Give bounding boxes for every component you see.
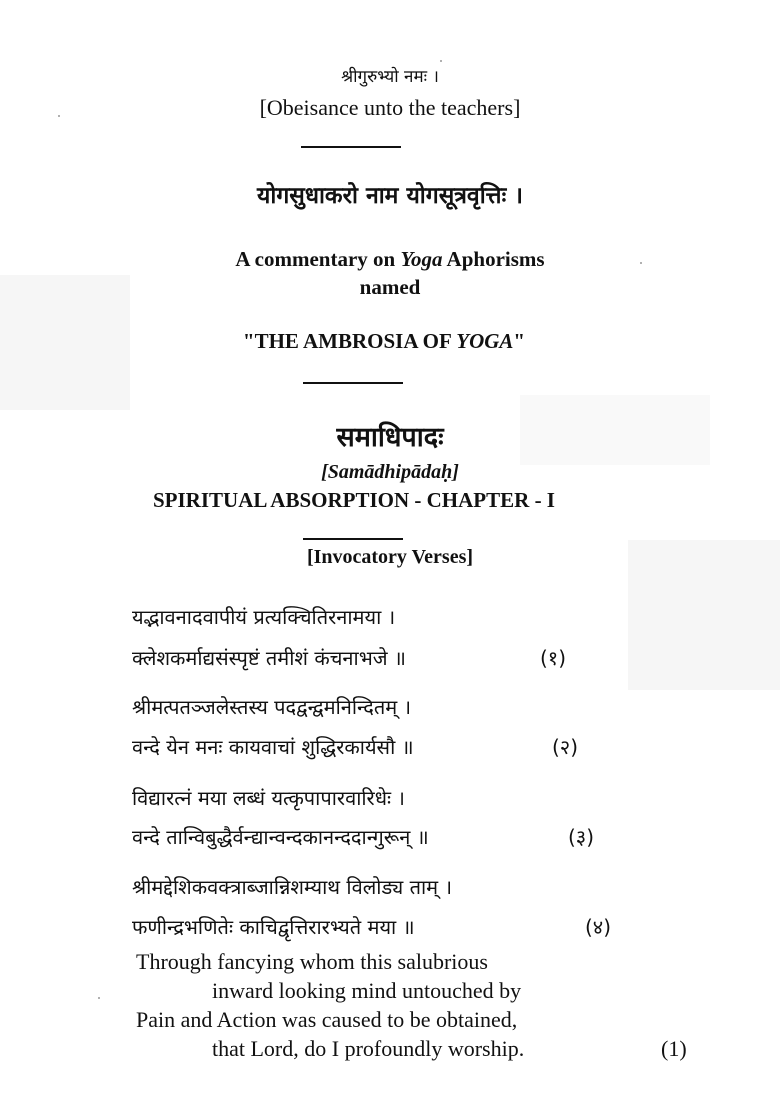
title-english-italic: YOGA <box>456 329 514 353</box>
section-heading: [Invocatory Verses] <box>306 546 474 568</box>
divider-rule <box>301 146 401 148</box>
scan-speck <box>98 997 100 999</box>
subtitle-line-1 <box>0 247 780 272</box>
verse-3-number: (३) <box>568 825 595 849</box>
salutation-english: [Obeisance unto the teachers] <box>259 95 521 120</box>
title-english-before: "THE AMBROSIA OF <box>242 329 457 353</box>
title-english-after: " <box>513 329 526 353</box>
subtitle-after: Aphorisms <box>442 247 545 271</box>
verse-2-number: (२) <box>552 735 579 759</box>
verse-1-line-2: क्लेशकर्माद्यसंस्पृष्टं तमीशं कंचनाभजे ॥ <box>132 646 406 670</box>
verse-4-line-2: फणीन्द्रभणितेः काचिद्वृत्तिरारभ्यते मया ॥ <box>132 915 415 939</box>
divider-rule <box>303 538 403 540</box>
verse-2-line-1: श्रीमत्पतञ्जलेस्तस्य पदद्वन्द्वमनिन्दितम् । <box>132 695 412 719</box>
divider-rule <box>303 382 403 384</box>
verse-3-line-1: विद्यारत्नं मया लब्धं यत्कृपापारवारिधेः । <box>132 786 406 810</box>
translation-line-3: Pain and Action was caused to be obtained, <box>136 1007 518 1032</box>
verse-4-line-1: श्रीमद्देशिकवक्त्राब्जान्निशम्याथ विलोड्य ताम् । <box>132 875 453 899</box>
translation-line-1: Through fancying whom this salubrious <box>136 949 488 974</box>
subtitle-before: A commentary on <box>235 247 401 271</box>
title-english <box>0 329 774 354</box>
verse-3-line-2: वन्दे तान्विबुद्धैर्वन्द्यान्वन्दकानन्ददान्गुरून् ॥ <box>132 825 429 849</box>
subtitle-line-2: named <box>359 275 421 299</box>
title-sanskrit: योगसुधाकरो नाम योगसूत्रवृत्तिः । <box>257 183 523 209</box>
translation-line-2: inward looking mind untouched by <box>212 978 522 1003</box>
verse-1-number: (१) <box>540 646 567 670</box>
salutation-sanskrit: श्रीगुरुभ्यो नमः । <box>341 67 439 87</box>
chapter-sanskrit: समाधिपादः <box>336 422 444 453</box>
chapter-english: SPIRITUAL ABSORPTION - CHAPTER - I <box>153 488 555 512</box>
scan-speck <box>440 60 442 62</box>
verse-1-line-1: यद्भावनादवापीयं प्रत्यक्चितिरनामया । <box>132 605 396 629</box>
verse-4-number: (४) <box>585 915 612 939</box>
translation-number: (1) <box>661 1036 687 1061</box>
subtitle-italic: Yoga <box>400 247 443 271</box>
verse-2-line-2: वन्दे येन मनः कायवाचां शुद्धिरकार्यसौ ॥ <box>132 735 414 759</box>
translation-line-4: that Lord, do I profoundly worship. <box>212 1036 525 1061</box>
chapter-transliteration: [Samādhipādaḥ] <box>321 461 459 483</box>
